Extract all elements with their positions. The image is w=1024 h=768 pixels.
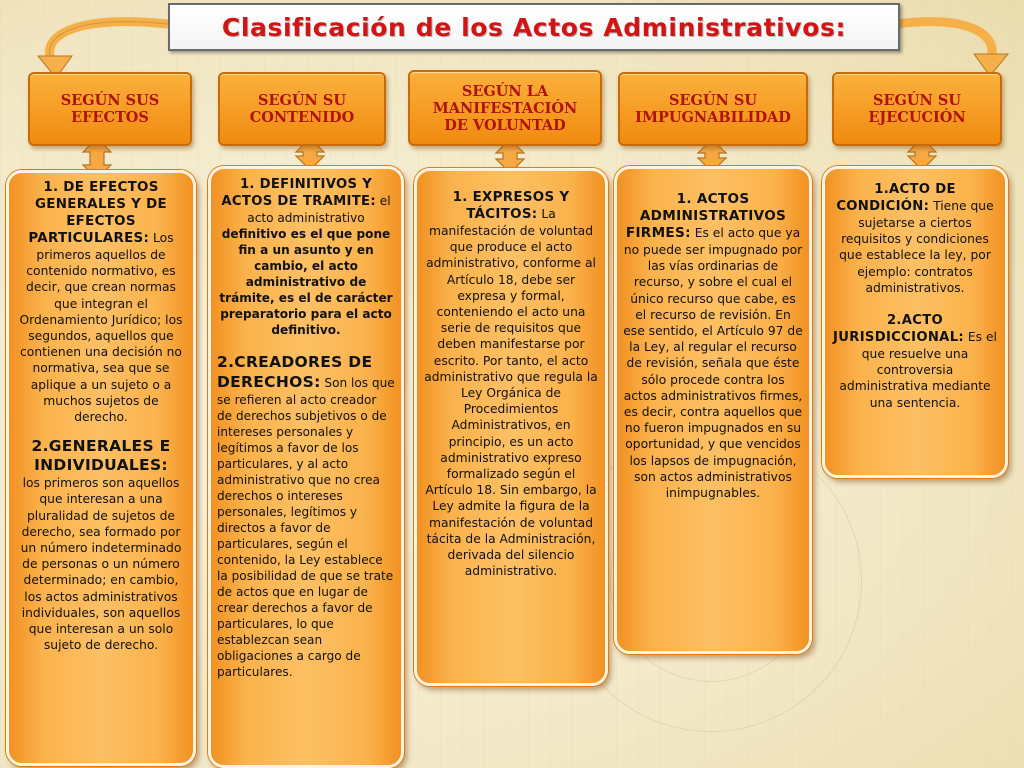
header-label: SEGÚN SUS EFECTOS: [60, 92, 160, 126]
item-text: Es el acto que ya no puede ser impugnado por las vías ordinarias de recurso, y sobre el cual el único recurso que cabe, es el recurso de revisión. En ese sentido, el Artículo 97 de la Ley, al regular el recurso de revisión, señala que éste sólo procede contra los actos administrativos firmes, es decir, contra aquellos que no fueron impugnados en su oportunidad, y que vencidos los lapsos de impugnación, son actos administrativos inimpugnables.: [623, 226, 803, 501]
item-heading: 1. DE EFECTOS GENERALES Y DE EFECTOS PARTICULARES:: [28, 180, 167, 246]
item-text: Tiene que sujetarse a ciertos requisitos y condiciones que establece la ley, por ejemplo: contratos administrativos.: [839, 199, 994, 295]
card-paragraph: [423, 189, 599, 579]
item-heading: 2.ACTO JURISDICCIONAL:: [833, 313, 964, 346]
card-paragraph: [831, 312, 999, 411]
header-manifestacion: [408, 70, 602, 146]
page-title: Clasificación de los Actos Administrativos:: [221, 12, 847, 42]
card-ejecucion: [822, 166, 1008, 478]
item-text: Son los que se refieren al acto creador de derechos subjetivos o de intereses personales y legítimos a favor de los particulares, y al acto administrativo que no crea derechos o intereses personales, legítimos y directos a favor de particulares, según el contenido, la Ley establece la posibilidad de que se trate de actos que en lugar de crear derechos a favor de particulares, lo que establezcan sean obligaciones a cargo de particulares.: [217, 376, 395, 679]
item-text: La manifestación de voluntad que produce el acto administrativo, conforme al Artículo 18, debe ser expresa y formal, conteniendo el acto una serie de requisitos que deben manifestarse por escrito. Por tanto, el acto administrativo que regula la Ley Orgánica de Procedimientos Administrativos, en principio, es un acto administrativo expreso formalizado según el Artículo 18. Sin embargo, la Ley admite la figura de la manifestación de voluntad tácita de la Administración, derivada del silencio administrativo.: [424, 207, 598, 579]
item-text: el acto administrativo: [247, 194, 391, 225]
card-paragraph: [831, 181, 999, 296]
header-ejecucion: [832, 72, 1002, 146]
header-label: SEGÚN SU EJECUCIÓN: [868, 92, 966, 126]
item-text: Es el que resuelve una controversia administrativa mediante una sentencia.: [839, 330, 997, 410]
card-manifestacion: [414, 168, 608, 686]
header-label: SEGÚN LA MANIFESTACIÓN DE VOLUNTAD: [432, 82, 578, 134]
item-text: los primeros son aquellos que interesan a una pluralidad de sujetos de derecho, sea formado por un número indeterminado de personas o un número determinado; en cambio, los actos administrativos individuales, son aquellos que interesan a un solo sujeto de derecho.: [20, 476, 182, 653]
header-impugnabilidad: [618, 72, 808, 146]
item-heading: 1. ACTOS ADMINISTRATIVOS FIRMES:: [625, 191, 787, 241]
item-text: Los primeros aquellos de contenido normativo, es decir, que crean normas que integran el Ordenamiento Jurídico; los segundos, aquellos que contienen una decisión no normativa, sea que se aplique a un sujeto o a muchos sujetos de derecho.: [19, 231, 183, 425]
item-heading: 2.GENERALES E INDIVIDUALES:: [31, 437, 171, 475]
item-heading: 1. DEFINITIVOS Y ACTOS DE TRAMITE:: [221, 177, 376, 209]
item-text-bold: definitivo es el que pone fin a un asunto y en cambio, el acto administrativo de trámite, es el de carácter preparatorio para el acto definitivo.: [219, 227, 393, 337]
card-paragraph: [623, 191, 803, 501]
card-contenido: [208, 166, 404, 768]
header-contenido: [218, 72, 386, 146]
item-heading: 1. EXPRESOS Y TÁCITOS:: [452, 190, 570, 222]
title-box: [168, 3, 900, 51]
card-paragraph: [15, 179, 187, 425]
card-paragraph: [217, 352, 395, 680]
item-heading: 2.CREADORES DE DERECHOS:: [217, 353, 373, 391]
curved-arrow-left: [49, 22, 168, 62]
card-impugnabilidad: [614, 166, 812, 654]
header-label: SEGÚN SU CONTENIDO: [249, 92, 355, 126]
card-efectos: [6, 170, 196, 766]
curved-arrow-right: [896, 22, 992, 60]
header-efectos: [28, 72, 192, 146]
item-heading: 1.ACTO DE CONDICIÓN:: [836, 182, 956, 214]
card-paragraph: [217, 176, 395, 338]
header-label: SEGÚN SU IMPUGNABILIDAD: [635, 92, 791, 126]
card-paragraph: [15, 437, 187, 653]
curved-arrow-left-outline: [49, 22, 168, 62]
